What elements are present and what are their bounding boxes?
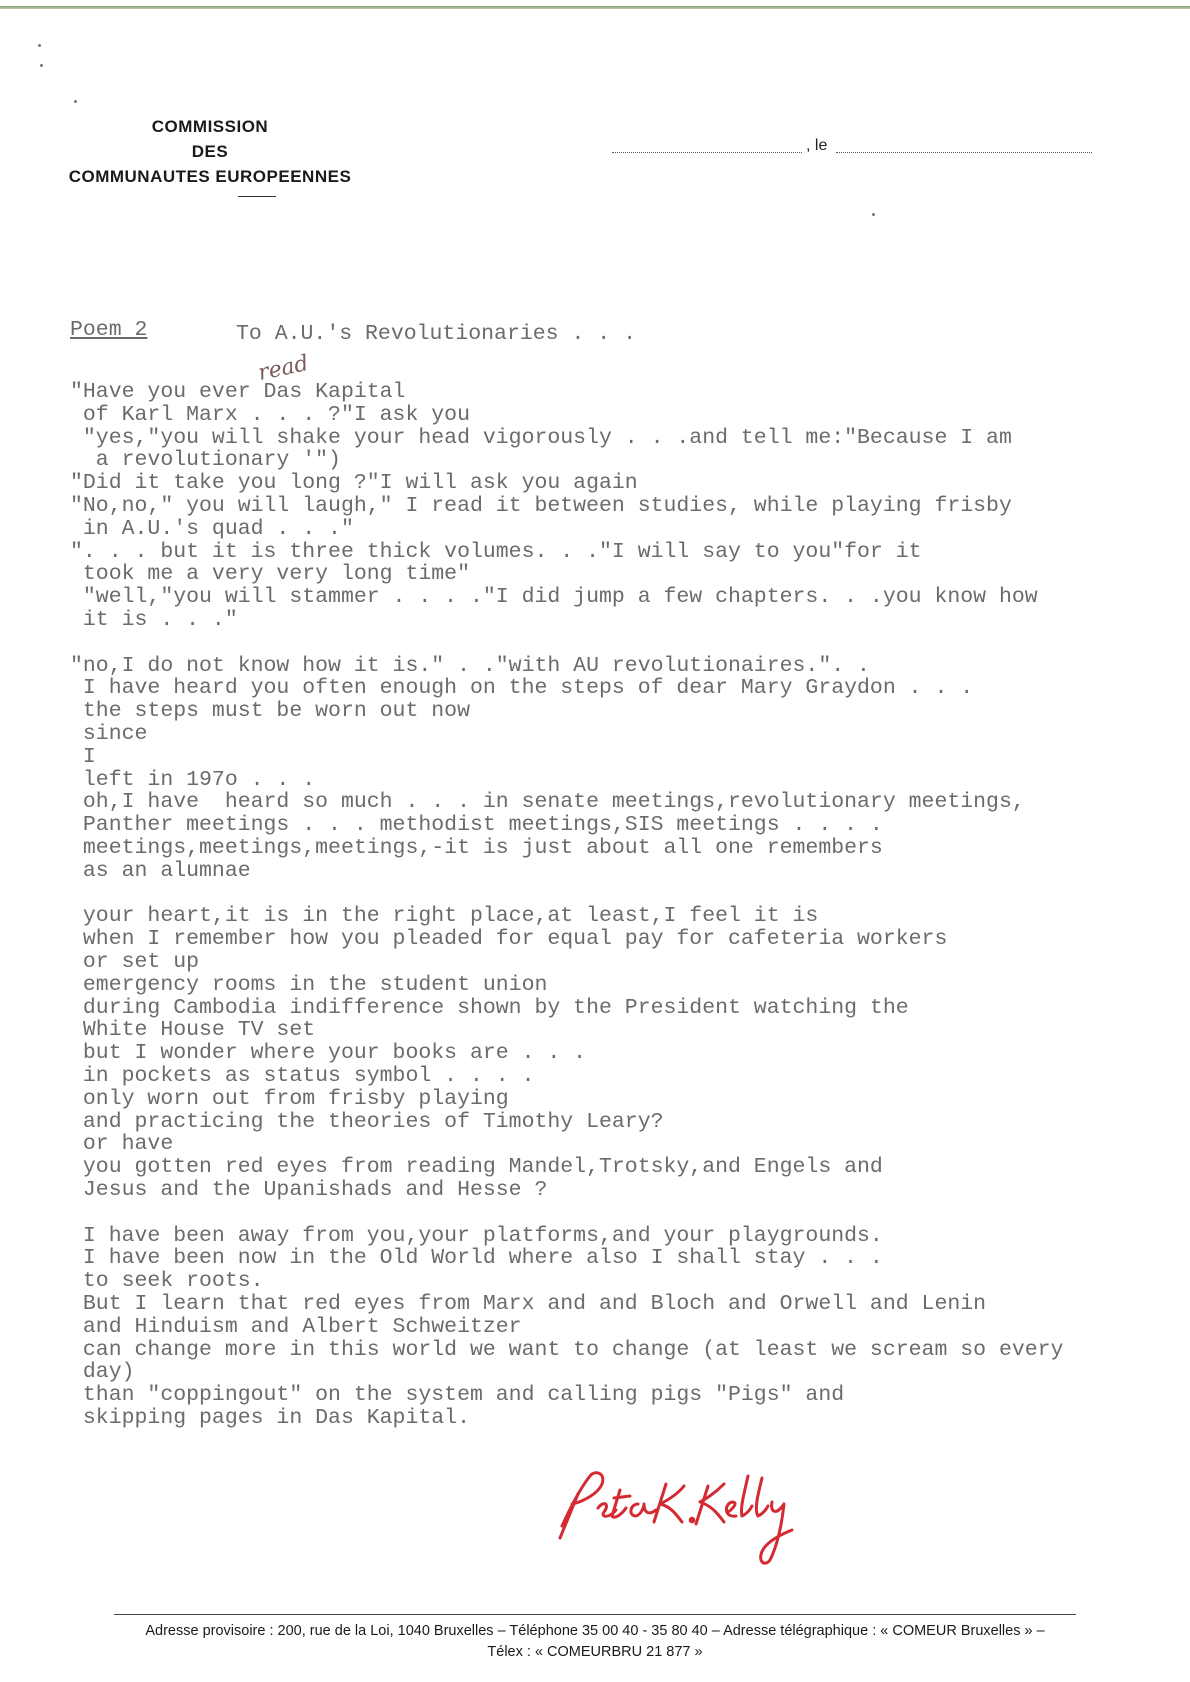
letterhead-line-3: COMMUNAUTES EUROPEENNES — [68, 167, 352, 186]
poem-line: "no,I do not know how it is." . ."with AU revolutionaires.". . — [70, 653, 870, 678]
poem-line: and practicing the theories of Timothy Leary? — [70, 1109, 664, 1134]
poem-line: day) — [70, 1360, 135, 1385]
poem-line: I have heard you often enough on the steps of dear Mary Graydon . . . — [70, 676, 974, 701]
poem-line: a revolutionary '") — [70, 448, 341, 473]
poem-line: "Have you ever Das Kapital — [70, 380, 406, 404]
poem-line: Jesus and the Upanishads and Hesse ? — [70, 1178, 548, 1202]
poem-line: skipping pages in Das Kapital. — [70, 1406, 470, 1430]
letterhead-line-2: DES — [191, 142, 229, 161]
poem-line: I — [70, 744, 96, 769]
footer-rule — [114, 1614, 1076, 1615]
poem-line: oh,I have heard so much . . . in senate meetings,revolutionary meetings, — [70, 790, 1025, 815]
poem-line: the steps must be worn out now — [70, 699, 470, 724]
poem-line: "Did it take you long ?"I will ask you again — [70, 471, 638, 496]
poem-line: can change more in this world we want to change (at least we scream so every — [70, 1337, 1064, 1362]
poem-label: Poem 2 — [70, 318, 148, 342]
poem-line: ". . . but it is three thick volumes. . ."I will say to you"for it — [70, 539, 922, 564]
poem-line: since — [70, 722, 148, 746]
letterhead-footer — [100, 1621, 1090, 1663]
footer-telex: Télex : « COMEURBRU 21 877 » — [487, 1644, 703, 1660]
letterhead-line-1: COMMISSION — [151, 117, 269, 136]
poem-line: Panther meetings . . . methodist meetings,SIS meetings . . . . — [70, 813, 883, 838]
poem-line: only worn out from frisby playing — [70, 1086, 509, 1111]
poem-line: I have been now in the Old World where also I shall stay . . . — [70, 1246, 883, 1271]
poem-line: you gotten red eyes from reading Mandel,Trotsky,and Engels and — [70, 1155, 883, 1180]
poem-line: when I remember how you pleaded for equal pay for cafeteria workers — [70, 927, 948, 952]
date-separator: , le — [806, 137, 828, 154]
poem-line: White House TV set — [70, 1018, 316, 1043]
poem-line: or have — [70, 1132, 174, 1157]
handwritten-insert: read — [255, 350, 311, 387]
poem-line: left in 197o . . . — [70, 767, 316, 792]
poem-title: To A.U.'s Revolutionaries . . . — [236, 322, 636, 346]
poem-line: emergency rooms in the student union — [70, 972, 548, 997]
poem-line: "well,"you will stammer . . . ."I did jump a few chapters. . .you know how — [70, 585, 1038, 610]
poem-line: or set up — [70, 950, 200, 974]
poem-line: "yes,"you will shake your head vigorously . . .and tell me:"Because I am — [70, 425, 1012, 450]
poem-line: than "coppingout" on the system and calling pigs "Pigs" and — [70, 1383, 845, 1408]
poem-line: to seek roots. — [70, 1269, 264, 1294]
poem-line: I have been away from you,your platforms,and your playgrounds. — [70, 1223, 883, 1248]
footer-address: Adresse provisoire : 200, rue de la Loi, 1040 Bruxelles – Téléphone 35 00 40 - 35 80 40 – Adresse télégraphique : « COMEUR Bruxelles » – — [145, 1623, 1045, 1639]
poem-line: meetings,meetings,meetings,-it is just about all one remembers — [70, 836, 883, 860]
poem-line: in pockets as status symbol . . . . — [70, 1064, 535, 1088]
poem-line: your heart,it is in the right place,at least,I feel it is — [70, 904, 819, 929]
poem-line: took me a very very long time" — [70, 562, 470, 587]
poem-line: But I learn that red eyes from Marx and and Bloch and Orwell and Lenin — [70, 1292, 987, 1316]
poem-line: in A.U.'s quad . . ." — [70, 516, 354, 541]
poem-line: during Cambodia indifference shown by the President watching the — [70, 995, 909, 1020]
poem-line: and Hinduism and Albert Schweitzer — [70, 1314, 522, 1339]
poem-line: but I wonder where your books are . . . — [70, 1041, 587, 1066]
poem-line: as an alumnae — [70, 858, 251, 883]
poem-line: it is . . ." — [70, 608, 238, 632]
poem-line: "No,no," you will laugh," I read it between studies, while playing frisby — [70, 494, 1012, 518]
poem-line: of Karl Marx . . . ?"I ask you — [70, 402, 470, 427]
signature — [548, 1464, 808, 1574]
